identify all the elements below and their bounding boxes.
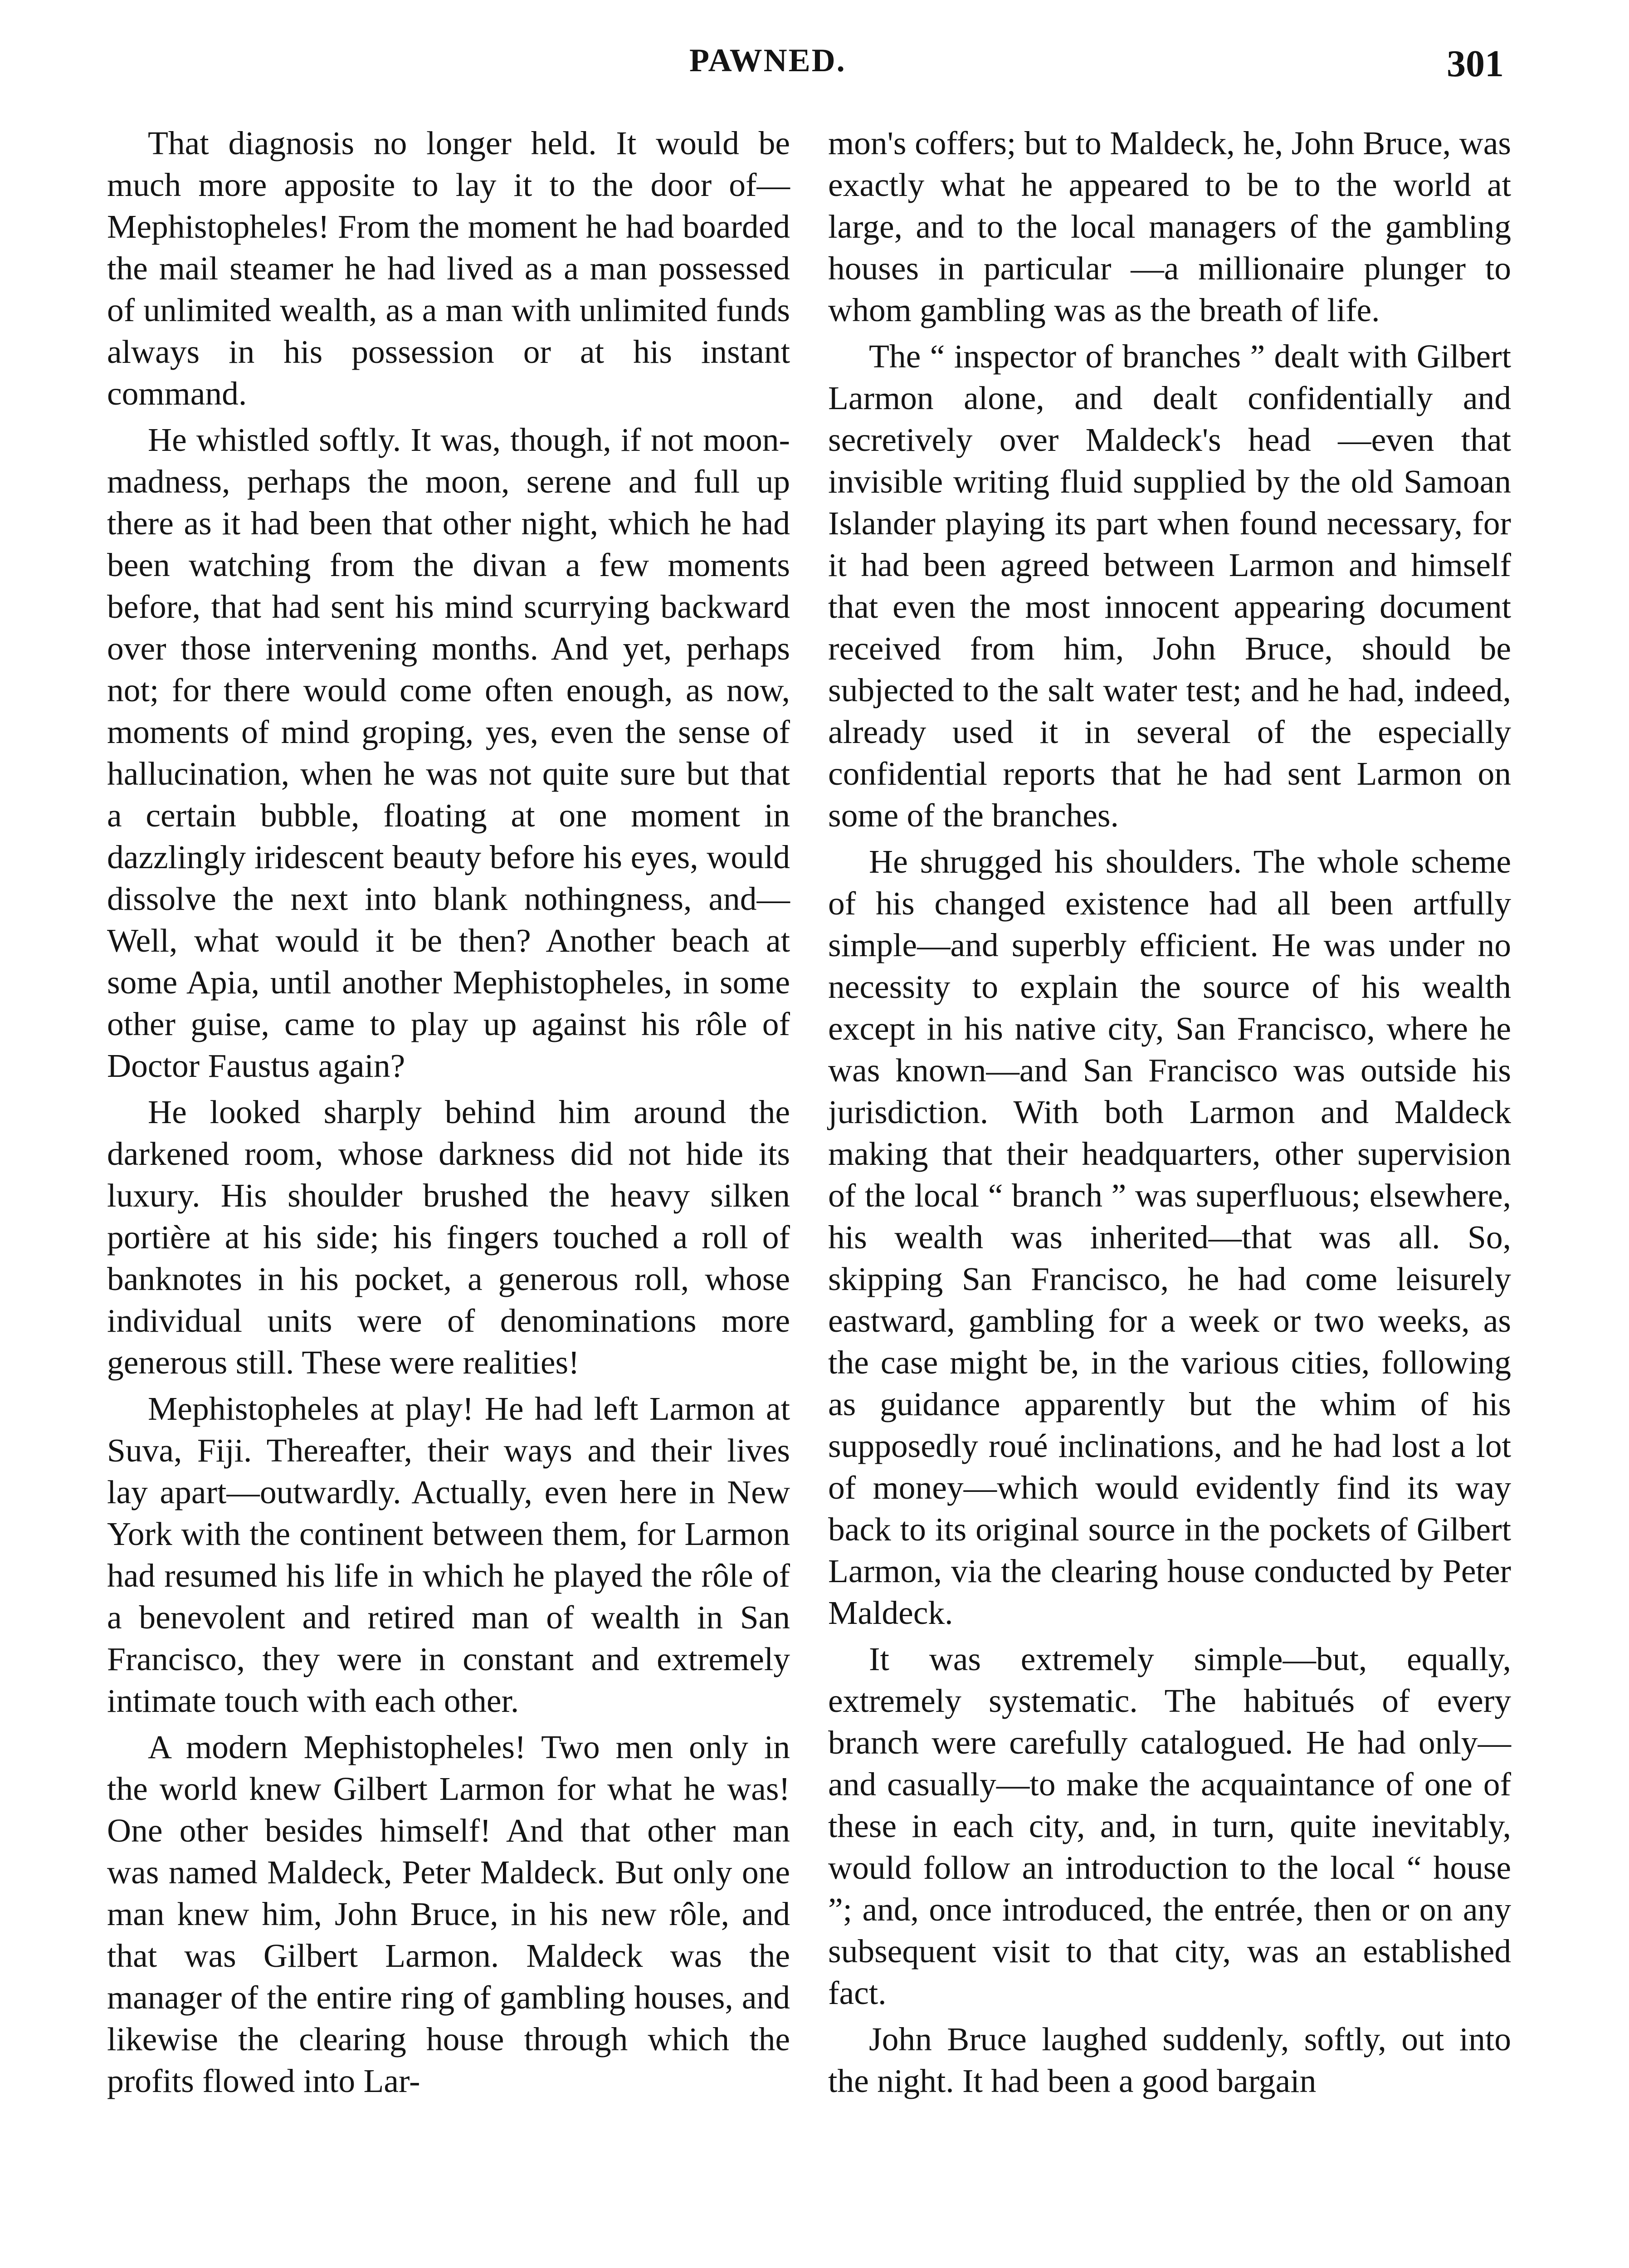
right-column	[828, 122, 1511, 2107]
continued-paragraph: mon's coffers; but to Maldeck, he, John Bruce, was exactly what he appeared to be to the world at large, and to the local managers of the gambling houses in particular —a millionaire plunger to whom gambling was as the breath of life.	[828, 125, 1511, 328]
paragraph: That diagnosis no longer held. It would be much more apposite to lay it to the door of—Mephistopheles! From the moment he had boarded the mail steamer he had lived as a man possessed of unlimited wealth, as a man with unlimited funds always in his possession or at his instant command.	[107, 125, 790, 412]
left-column	[107, 122, 790, 2107]
running-head: PAWNED.	[689, 42, 846, 78]
paragraph: He shrugged his shoulders. The whole scheme of his changed existence had all been artfully simple—and superbly efficient. He was under no necessity to explain the source of his wealth except in his native city, San Francisco, where he was known—and San Francisco was outside his jurisdiction. With both Larmon and Maldeck making that their headquarters, other supervision of the local “ branch ” was superfluous; elsewhere, his wealth was inherited—that was all. So, skipping San Francisco, he had come leisurely eastward, gambling for a week or two weeks, as the case might be, in the various cities, following as guidance apparently but the whim of his supposedly roué inclinations, and he had lost a lot of money—which would evidently find its way back to its original source in the pockets of Gilbert Larmon, via the clearing house conducted by Peter Maldeck.	[828, 843, 1511, 1631]
paragraph: He looked sharply behind him around the darkened room, whose darkness did not hide its luxury. His shoulder brushed the heavy silken portière at his side; his fingers touched a roll of banknotes in his pocket, a generous roll, whose individual units were of denominations more generous still. These were realities!	[107, 1094, 790, 1381]
paragraph: He whistled softly. It was, though, if not moon-madness, perhaps the moon, serene and full up there as it had been that other night, which he had been watching from the divan a few moments before, that had sent his mind scurrying backward over those intervening months. And yet, perhaps not; for there would come often enough, as now, moments of mind groping, yes, even the sense of hallucination, when he was not quite sure but that a certain bubble, floating at one moment in dazzlingly iridescent beauty before his eyes, would dissolve the next into blank nothingness, and— Well, what would it be then? Another beach at some Apia, until another Mephistopheles, in some other guise, came to play up against his rôle of Doctor Faustus again?	[107, 421, 790, 1084]
paragraph: The “ inspector of branches ” dealt with Gilbert Larmon alone, and dealt confidentially and secretively over Maldeck's head —even that invisible writing fluid supplied by the old Samoan Islander playing its part when found necessary, for it had been agreed between Larmon and himself that even the most innocent appearing document received from him, John Bruce, should be subjected to the salt water test; and he had, indeed, already used it in several of the especially confidential reports that he had sent Larmon on some of the branches.	[828, 338, 1511, 834]
paragraph: A modern Mephistopheles! Two men only in the world knew Gilbert Larmon for what he was! One other besides himself! And that other man was named Maldeck, Peter Maldeck. But only one man knew him, John Bruce, in his new rôle, and that was Gilbert Larmon. Maldeck was the manager of the entire ring of gambling houses, and likewise the clearing house through which the profits flowed into Lar-	[107, 1729, 790, 2099]
page-number: 301	[1447, 43, 1504, 85]
paragraph: Mephistopheles at play! He had left Larmon at Suva, Fiji. Thereafter, their ways and their lives lay apart—outwardly. Actually, even here in New York with the continent between them, for Larmon had resumed his life in which he played the rôle of a benevolent and retired man of wealth in San Francisco, they were in constant and extremely intimate touch with each other.	[107, 1390, 790, 1719]
paragraph: John Bruce laughed suddenly, softly, out into the night. It had been a good bargain	[828, 2021, 1511, 2099]
paragraph: It was extremely simple—but, equally, extremely systematic. The habitués of every branch were carefully catalogued. He had only—and casually—to make the acquaintance of one of these in each city, and, in turn, quite inevitably, would follow an introduction to the local “ house ”; and, once introduced, the entrée, then or on any subsequent visit to that city, was an established fact.	[828, 1641, 1511, 2011]
